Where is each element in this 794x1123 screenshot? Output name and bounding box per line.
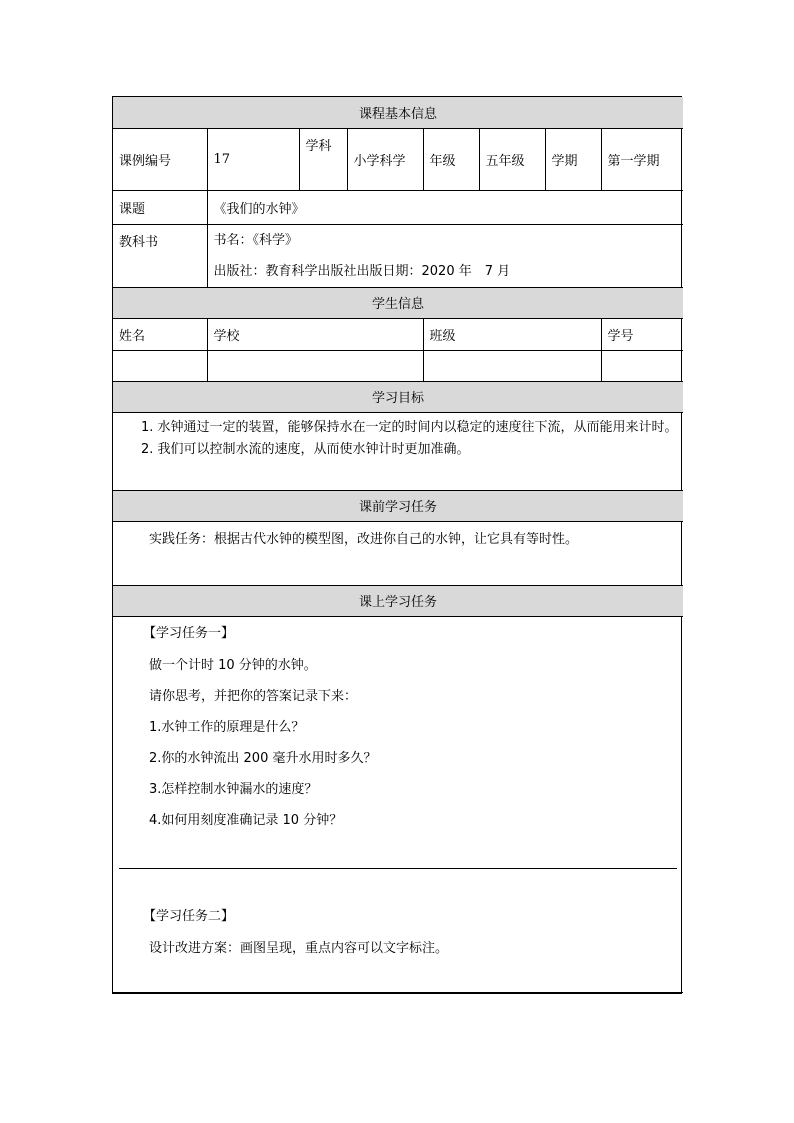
- grade-value: 五年级: [479, 128, 545, 190]
- task2-title: 【学习任务二】: [143, 908, 235, 924]
- pre-class-header: 课前学习任务: [113, 490, 683, 521]
- goal-item-1: 1. 水钟通过一定的装置，能够保持水在一定的时间内以稳定的速度往下流，从而能用来计时。: [141, 419, 678, 435]
- goal-item-2: 2. 我们可以控制水流的速度，从而使水钟计时更加准确。: [141, 441, 470, 457]
- school-label: 学校: [207, 318, 423, 350]
- subject-value: 小学科学: [347, 128, 423, 190]
- term-value: 第一学期: [601, 128, 683, 190]
- book-name: 书名：《科学》: [213, 232, 299, 248]
- grade-label: 年级: [423, 128, 479, 190]
- lesson-sheet: [112, 96, 682, 994]
- class-field[interactable]: [423, 350, 601, 381]
- question-3: 3.怎样控制水钟漏水的速度？: [149, 781, 318, 797]
- goals-content: [113, 412, 683, 490]
- answer-divider: [119, 868, 677, 869]
- student-info-header: 学生信息: [113, 287, 683, 318]
- name-field[interactable]: [113, 350, 207, 381]
- question-1: 1.水钟工作的原理是什么？: [149, 719, 305, 735]
- question-2: 2.你的水钟流出 200 毫升水用时多久？: [149, 750, 377, 766]
- question-4: 4.如何用刻度准确记录 10 分钟？: [149, 812, 343, 828]
- lesson-table: [113, 97, 683, 993]
- publisher-line: 出版社：教育科学出版社出版日期：2020 年 7 月: [213, 263, 511, 279]
- textbook-info: [207, 224, 683, 287]
- task1-line-1: 做一个计时 10 分钟的水钟。: [149, 657, 317, 673]
- task2-line-1: 设计改进方案：画图呈现，重点内容可以文字标注。: [149, 940, 449, 956]
- school-field[interactable]: [207, 350, 423, 381]
- case-no-value: 17: [207, 128, 299, 190]
- case-no-label: 课例编号: [113, 128, 207, 190]
- topic-label: 课题: [113, 190, 207, 224]
- id-field[interactable]: [601, 350, 683, 381]
- class-label: 班级: [423, 318, 601, 350]
- task1-line-2: 请你思考，并把你的答案记录下来：: [149, 688, 358, 704]
- task1-title: 【学习任务一】: [143, 625, 235, 641]
- pre-class-task: 实践任务：根据古代水钟的模型图，改进你自己的水钟，让它具有等时性。: [113, 521, 683, 585]
- subject-label: 学科: [299, 128, 347, 190]
- name-label: 姓名: [113, 318, 207, 350]
- topic-value: 《我们的水钟》: [207, 190, 683, 224]
- in-class-content: [113, 616, 683, 992]
- basic-info-header: 课程基本信息: [113, 97, 683, 128]
- goals-header: 学习目标: [113, 381, 683, 412]
- textbook-label: 教科书: [113, 224, 207, 287]
- id-label: 学号: [601, 318, 683, 350]
- term-label: 学期: [545, 128, 601, 190]
- in-class-header: 课上学习任务: [113, 585, 683, 616]
